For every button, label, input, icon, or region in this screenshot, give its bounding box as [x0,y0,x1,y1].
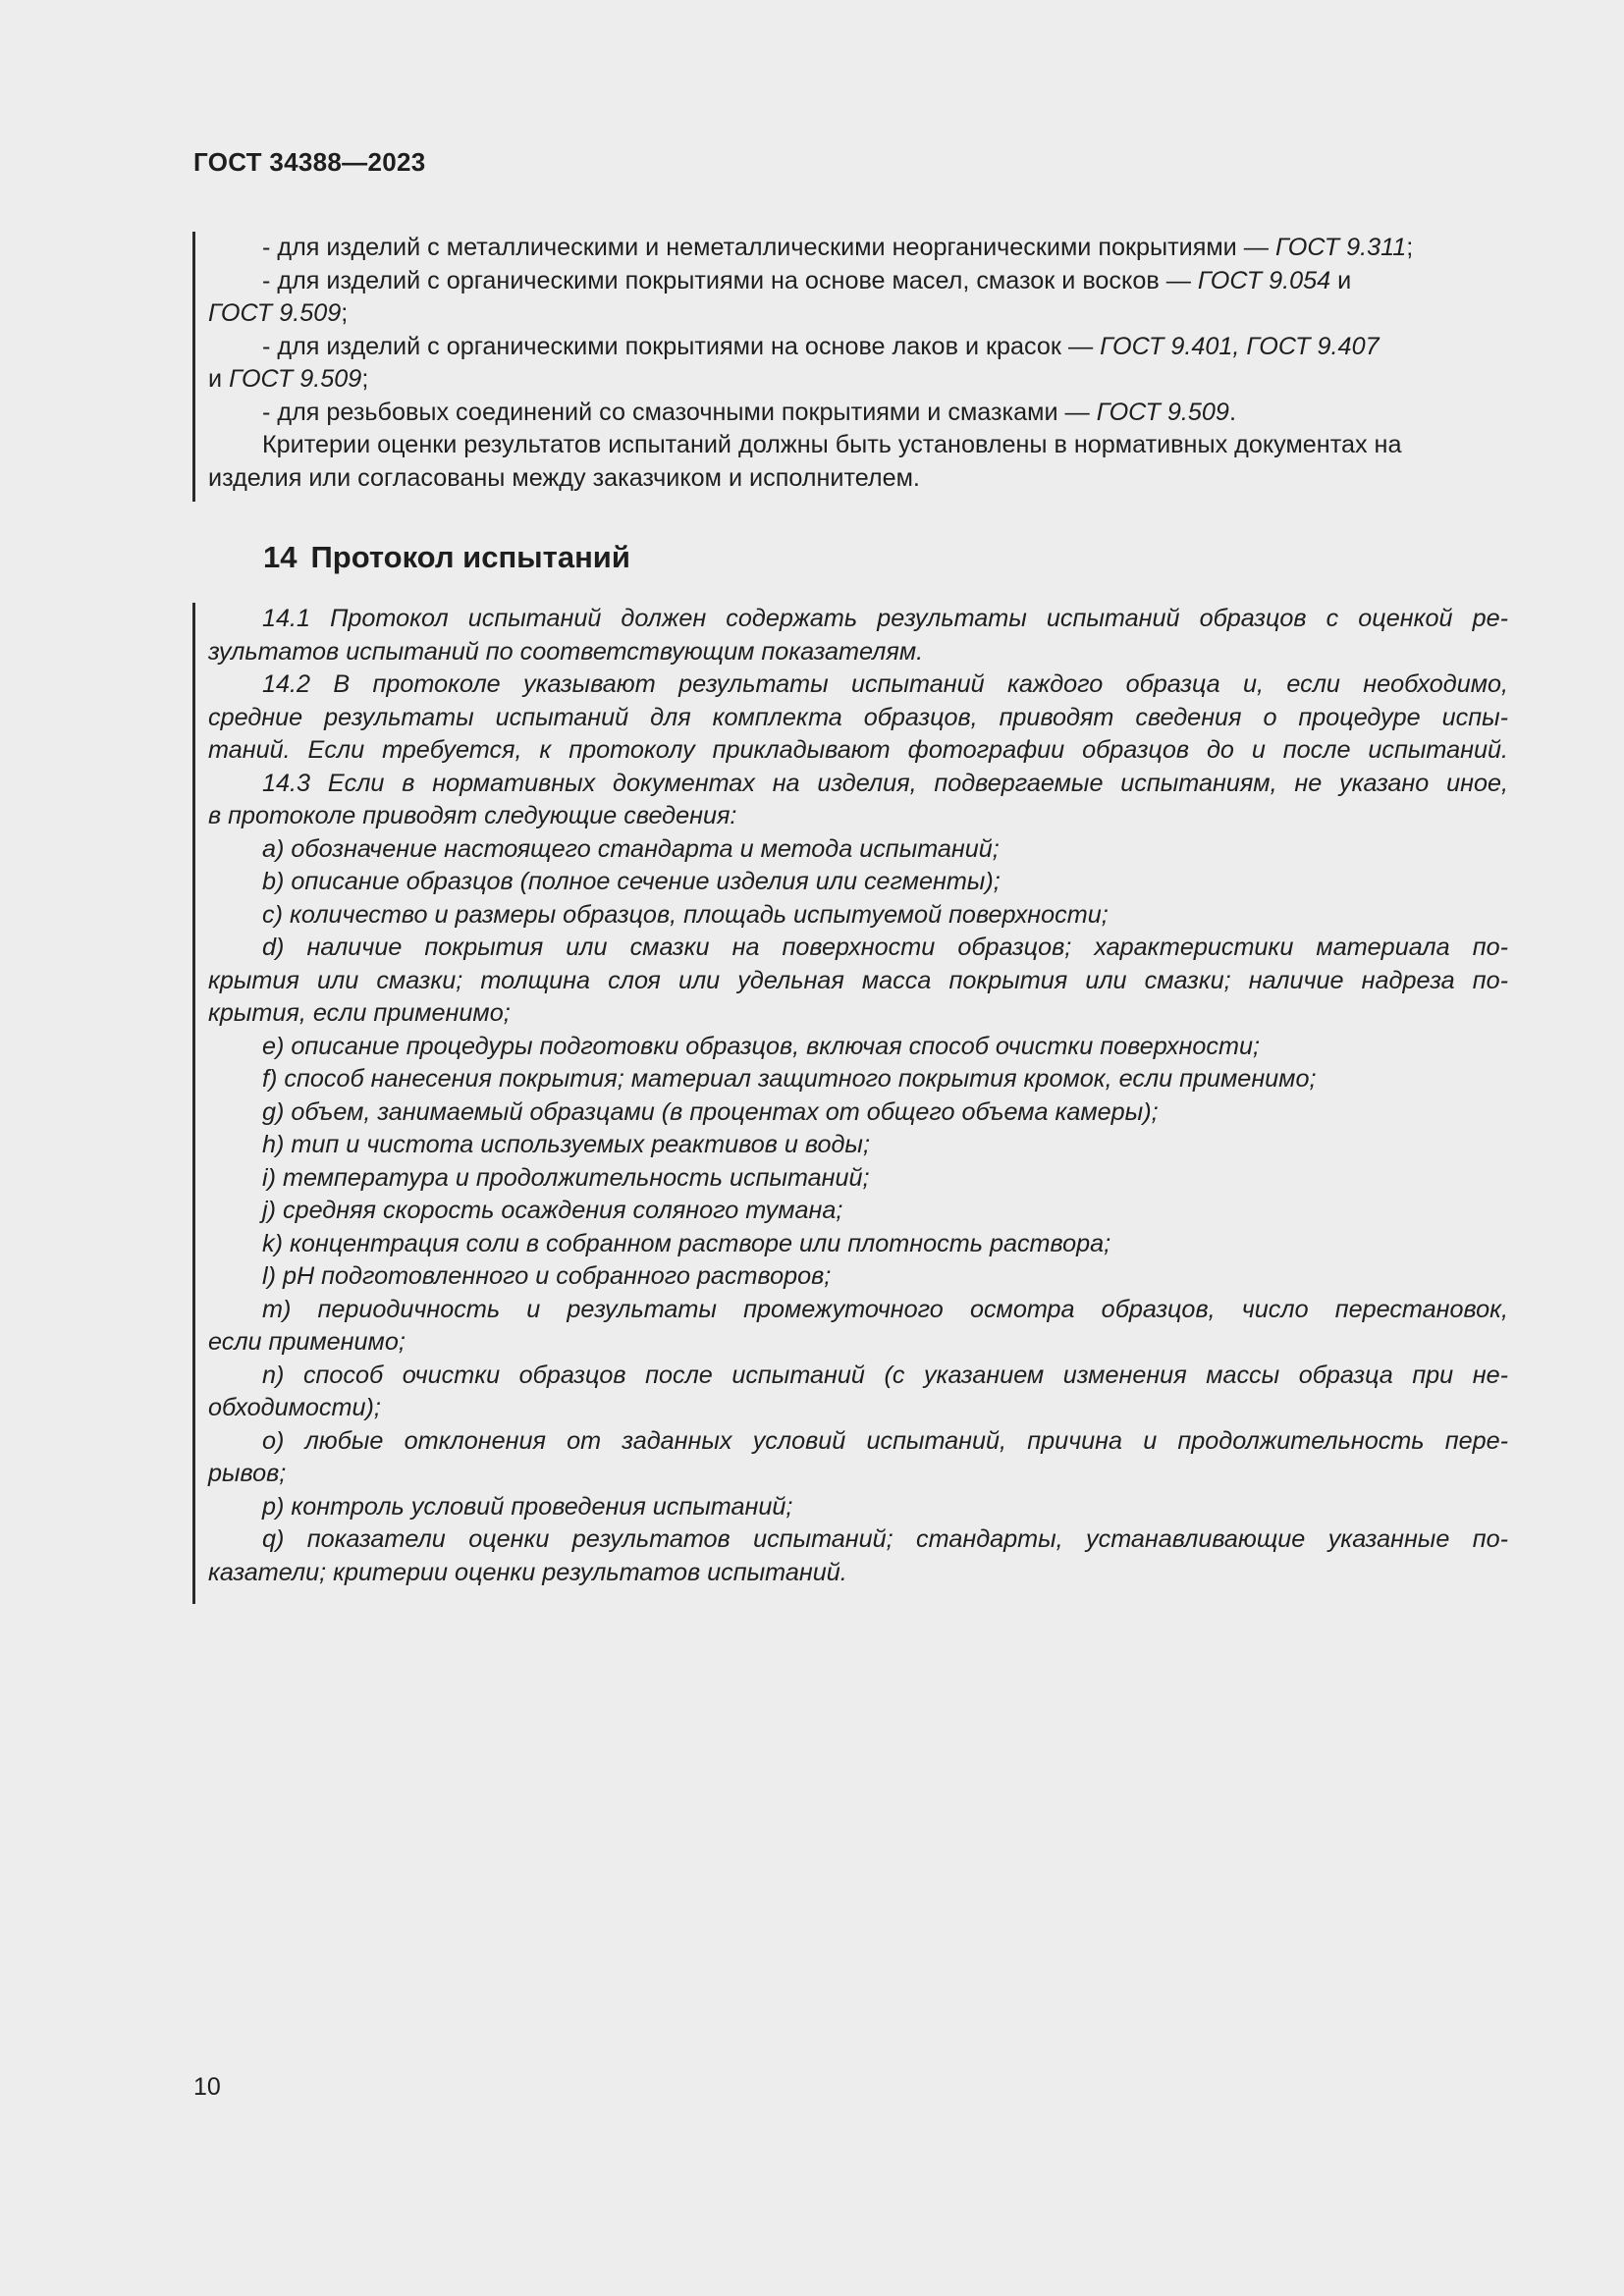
document-code-header: ГОСТ 34388—2023 [193,147,426,177]
text-line [208,297,1508,331]
section-heading [263,540,630,575]
text-line: 14.1 Протокол испытаний должен содержать результаты испытаний образцов с оценкой ре- [262,605,1508,632]
list-item: p) контроль условий проведения испытаний; [262,1492,793,1521]
standard-reference: ГОСТ 9.054 [1197,266,1331,294]
text-line: казатели; критерии оценки результатов испытаний. [208,1558,847,1586]
standard-reference: ГОСТ 9.509 [1096,398,1229,426]
text-span: . [1228,398,1236,426]
text-line [208,363,1508,397]
standard-reference: ГОСТ 9.401, ГОСТ 9.407 [1100,332,1380,360]
text-span: - для резьбовых соединений со смазочными покрытиями и смазками — [262,398,1097,426]
text-line: если применимо; [208,1328,406,1356]
standard-reference: ГОСТ 9.311 [1274,234,1407,261]
text-line: Критерии оценки результатов испытаний должны быть установлены в нормативных документах на [262,431,1402,458]
list-item: l) pH подготовленного и собранного растворов; [262,1262,832,1290]
list-item: d) наличие покрытия или смазки на поверхности образцов; характеристики материала по- [262,934,1508,961]
list-item: c) количество и размеры образцов, площадь испытуемой поверхности; [262,900,1109,929]
list-item: q) показатели оценки результатов испытаний; стандарты, устанавливающие указанные по- [262,1525,1508,1553]
text-span: ; [361,365,369,393]
page-number: 10 [193,2073,221,2101]
text-span: - для изделий с органическими покрытиями на основе лаков и красок — [262,332,1101,360]
text-line: 14.2 В протоколе указывают результаты испытаний каждого образца и, если необходимо, [262,670,1508,698]
text-line [208,331,1508,364]
list-item: m) периодичность и результаты промежуточного осмотра образцов, число перестановок, [262,1295,1508,1323]
text-span: ; [341,299,349,327]
list-item: h) тип и чистота используемых реактивов и воды; [262,1131,870,1158]
text-line [208,265,1508,298]
list-item: j) средняя скорость осаждения соляного тумана; [262,1197,843,1224]
text-line [208,397,1508,430]
text-span: - для изделий с органическими покрытиями на основе масел, смазок и восков — [262,266,1198,294]
section-title: Протокол испытаний [310,540,630,574]
text-line: обходимости); [208,1394,381,1421]
text-line: 14.3 Если в нормативных документах на изделия, подвергаемые испытаниям, не указано иное, [262,769,1508,797]
requirements-block [192,232,1508,502]
text-line: крытия или смазки; толщина слоя или удельная масса покрытия или смазки; наличие надреза по- [208,966,1508,994]
text-line: таний. Если требуется, к протоколу прикладывают фотографии образцов до и после испытаний. [208,736,1508,764]
list-item: o) любые отклонения от заданных условий испытаний, причина и продолжительность пере- [262,1426,1508,1455]
standard-reference: ГОСТ 9.509 [229,365,362,393]
list-item: f) способ нанесения покрытия; материал защитного покрытия кромок, если применимо; [262,1065,1317,1093]
text-line: зультатов испытаний по соответствующим показателям. [208,637,924,666]
text-span: - для изделий с металлическими и неметаллическими неорганическими покрытиями — [262,234,1275,261]
list-item: k) концентрация соли в собранном растворе или плотность раствора; [262,1229,1111,1257]
standard-reference: ГОСТ 9.509 [208,299,342,327]
list-item: i) температура и продолжительность испытаний; [262,1163,870,1192]
text-span: ; [1406,234,1414,261]
list-item: b) описание образцов (полное сечение изделия или сегменты); [262,868,1001,895]
text-line: рывов; [208,1460,287,1487]
text-span: и [208,365,230,393]
text-line: изделия или согласованы между заказчиком и исполнителем. [208,463,920,492]
list-item: n) способ очистки образцов после испытаний (с указанием изменения массы образца при не- [262,1361,1508,1389]
list-item: g) объем, занимаемый образцами (в процентах от общего объема камеры); [262,1097,1159,1126]
list-item: a) обозначение настоящего стандарта и метода испытаний; [262,834,1000,863]
text-span: и [1330,266,1352,294]
section-number: 14 [263,540,298,574]
text-line [208,232,1508,265]
text-line: в протоколе приводят следующие сведения: [208,802,737,829]
text-line: крытия, если применимо; [208,999,511,1027]
test-report-block [192,603,1508,1604]
list-item: e) описание процедуры подготовки образцов, включая способ очистки поверхности; [262,1032,1260,1060]
text-line: средние результаты испытаний для комплекта образцов, приводят сведения о процедуре испы- [208,703,1508,731]
